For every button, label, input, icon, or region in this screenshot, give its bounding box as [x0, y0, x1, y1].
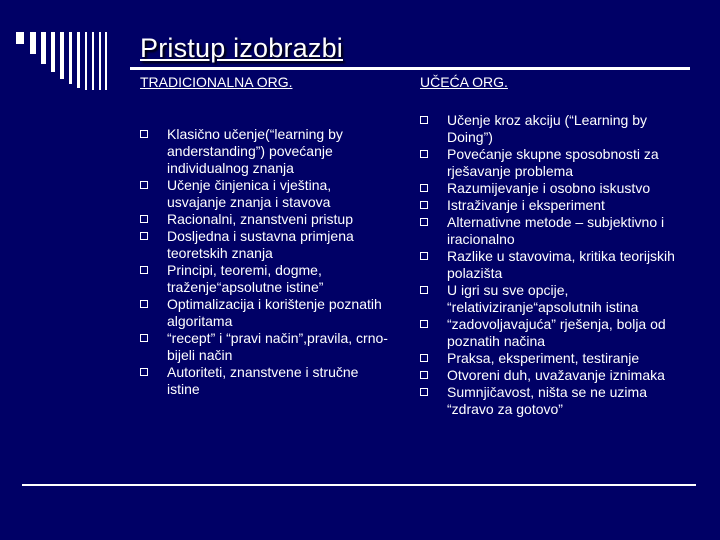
- bullet-text: Principi, teoremi, dogme, traženje“apsolutne istine”: [167, 262, 324, 295]
- bullet-item: [420, 180, 690, 197]
- bar-shape: [51, 32, 55, 72]
- bar-shape: [92, 32, 94, 90]
- bar-shape: [41, 32, 46, 64]
- square-bullet-icon: [420, 354, 428, 362]
- bullet-item: [420, 112, 690, 146]
- bullet-text: Optimalizacija i korištenje poznatih algoritama: [167, 296, 382, 329]
- bullet-item: [420, 146, 690, 180]
- square-bullet-icon: [420, 320, 428, 328]
- bullet-text: Dosljedna i sustavna primjena teoretskih znanja: [167, 228, 354, 261]
- bullet-item: [420, 248, 690, 282]
- bullet-item: [140, 126, 390, 177]
- bullet-text: U igri su sve opcije, “relativiziranje“apsolutnih istina: [447, 282, 639, 315]
- square-bullet-icon: [420, 184, 428, 192]
- square-bullet-icon: [420, 371, 428, 379]
- square-bullet-icon: [420, 218, 428, 226]
- bar-shape: [105, 32, 107, 90]
- bullet-item: [420, 367, 690, 384]
- square-bullet-icon: [140, 266, 148, 274]
- title-divider: [130, 67, 690, 70]
- bullet-item: [140, 211, 390, 228]
- bullet-text: “zadovoljavajuća” rješenja, bolja od poznatih načina: [447, 316, 666, 349]
- right-bullet-list: [420, 112, 690, 418]
- bullet-text: Praksa, eksperiment, testiranje: [447, 350, 640, 366]
- bullet-item: [140, 228, 390, 262]
- bar-shape: [30, 32, 36, 54]
- bar-shape: [69, 32, 72, 84]
- square-bullet-icon: [140, 368, 148, 376]
- bar-shape: [16, 32, 24, 44]
- bullet-text: Sumnjičavost, ništa se ne uzima “zdravo za gotovo”: [447, 384, 647, 417]
- square-bullet-icon: [420, 388, 428, 396]
- bullet-item: [140, 330, 390, 364]
- square-bullet-icon: [420, 116, 428, 124]
- bullet-item: [420, 384, 690, 418]
- square-bullet-icon: [420, 201, 428, 209]
- bullet-text: Povećanje skupne sposobnosti za rješavanje problema: [447, 146, 659, 179]
- square-bullet-icon: [420, 252, 428, 260]
- bullet-text: Autoriteti, znanstvene i stručne istine: [167, 364, 359, 397]
- bullet-item: [140, 364, 390, 398]
- slide-title: Pristup izobrazbi: [140, 33, 343, 63]
- bullet-item: [140, 262, 390, 296]
- bullet-text: Razlike u stavovima, kritika teorijskih polazišta: [447, 248, 675, 281]
- bullet-text: Učenje kroz akciju (“Learning by Doing”): [447, 112, 647, 145]
- bullet-item: [420, 316, 690, 350]
- square-bullet-icon: [140, 181, 148, 189]
- bullet-text: Istraživanje i eksperiment: [447, 197, 605, 213]
- bullet-text: Razumijevanje i osobno iskustvo: [447, 180, 651, 196]
- bullet-text: Otvoreni duh, uvažavanje iznimaka: [447, 367, 665, 383]
- bullet-item: [420, 350, 690, 367]
- bullet-item: [420, 214, 690, 248]
- square-bullet-icon: [140, 334, 148, 342]
- square-bullet-icon: [420, 150, 428, 158]
- bullet-text: Alternativne metode – subjektivno i iracionalno: [447, 214, 665, 247]
- bar-shape: [77, 32, 80, 88]
- decorative-bars: [16, 32, 126, 90]
- bar-shape: [60, 32, 64, 79]
- bullet-text: Racionalni, znanstveni pristup: [167, 211, 353, 227]
- bullet-item: [420, 197, 690, 214]
- square-bullet-icon: [140, 300, 148, 308]
- bullet-item: [420, 282, 690, 316]
- bar-shape: [99, 32, 101, 90]
- left-bullet-list: [140, 126, 390, 398]
- square-bullet-icon: [140, 130, 148, 138]
- bottom-divider: [22, 484, 696, 486]
- bullet-text: Učenje činjenica i vještina, usvajanje znanja i stavova: [167, 177, 332, 210]
- left-column-heading: TRADICIONALNA ORG.: [140, 74, 293, 90]
- right-column-heading: UČEĆA ORG.: [420, 74, 508, 90]
- bullet-item: [140, 177, 390, 211]
- bar-shape: [85, 32, 87, 90]
- bullet-text: “recept” i “pravi način”,pravila, crno-bijeli način: [167, 330, 388, 363]
- square-bullet-icon: [420, 286, 428, 294]
- bullet-item: [140, 296, 390, 330]
- square-bullet-icon: [140, 215, 148, 223]
- square-bullet-icon: [140, 232, 148, 240]
- bullet-text: Klasično učenje(“learning by anderstanding”) povećanje individualnog znanja: [167, 126, 343, 176]
